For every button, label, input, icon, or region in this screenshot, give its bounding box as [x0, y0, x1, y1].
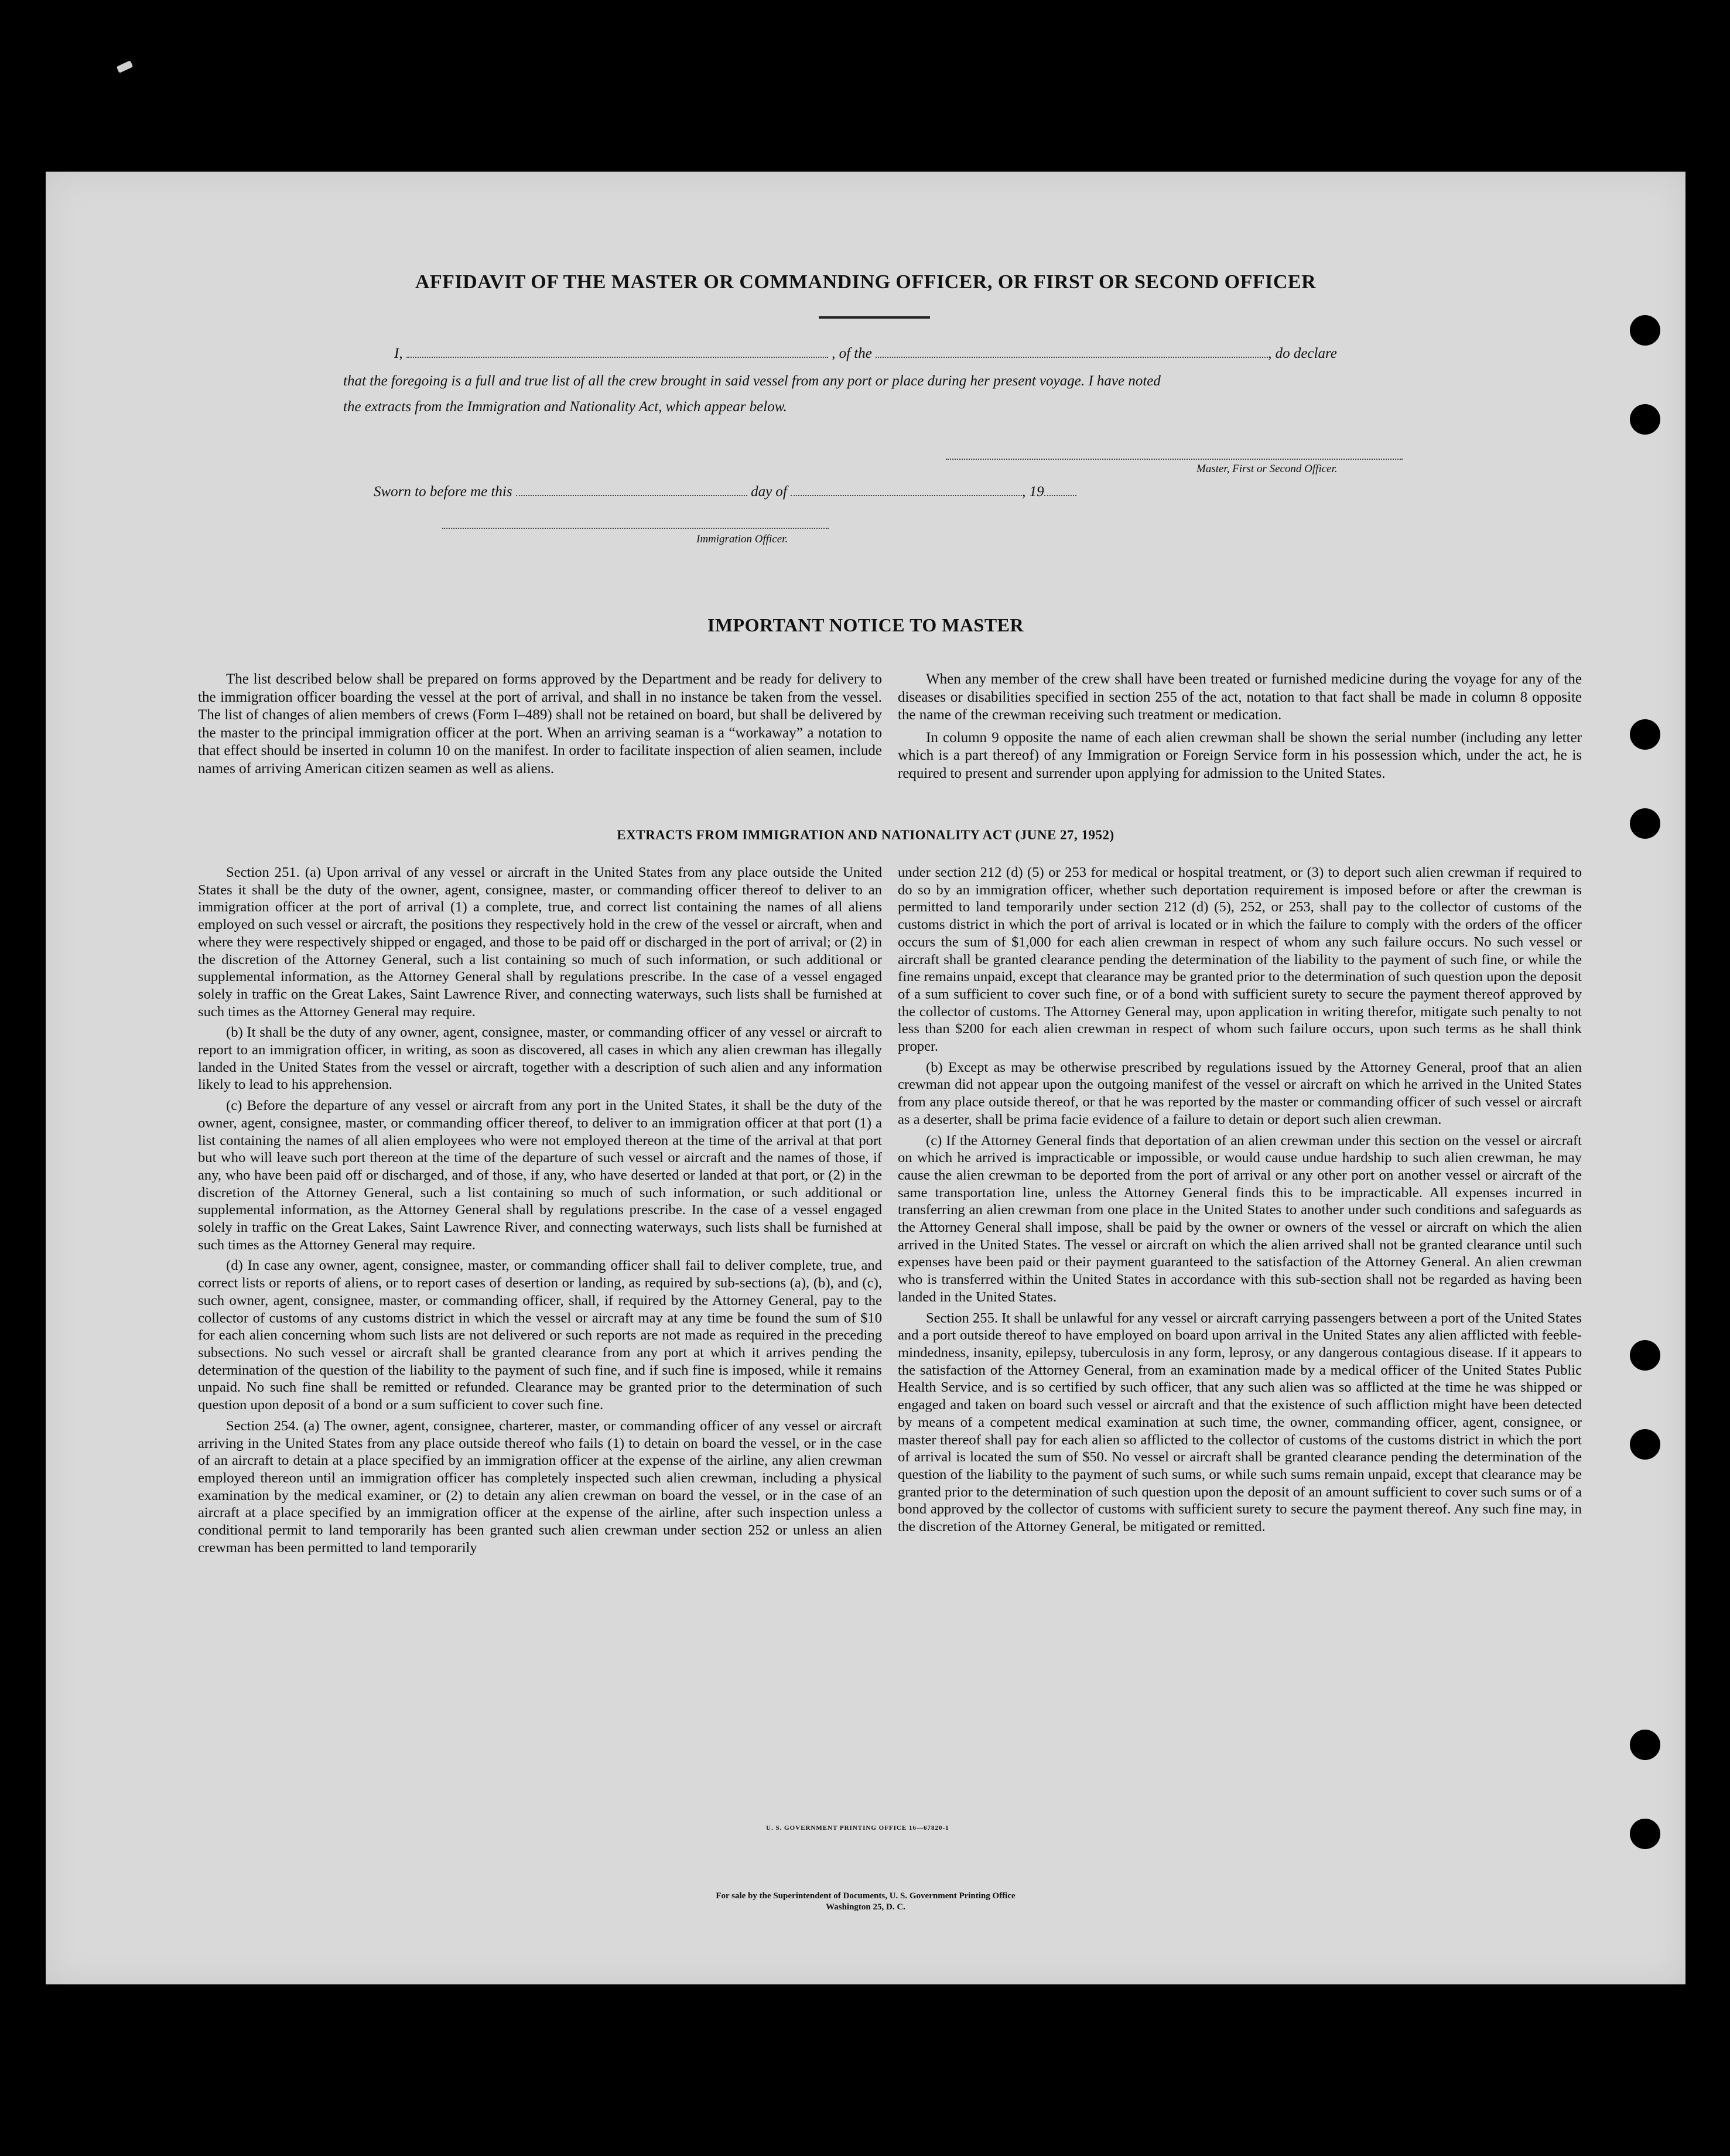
- binder-hole: [1630, 315, 1660, 346]
- section-251-d: (d) In case any owner, agent, consignee, master, or commanding officer shall fail to deliver complete, true, and correct lists or reports of aliens, or to report cases of desertion or landing, as required by sub-sections (a), (b), and (c), such owner, agent, consignee, master, or commanding officer, shall, if required by the Attorney General, pay to the collector of customs of any customs district in which the vessel or aircraft may at any time be found the sum of $10 for each alien concerning whom such lists are not delivered or such reports are not made as required in the preceding subsections. No such vessel or aircraft shall be granted clearance from any port at which it arrives pending the determination of the question of the liability to the payment of such fine, and if such fine is imposed, while it remains unpaid. No such fine shall be remitted or refunded. Clearance may be granted prior to the determination of such question upon deposit of a bond or a sum sufficient to cover such fine.: [198, 1258, 882, 1413]
- master-signature-label: Master, First or Second Officer.: [1196, 463, 1338, 475]
- section-254-a-continued: under section 212 (d) (5) or 253 for medical or hospital treatment, or (3) to deport such alien crewman if required to do so by an immigration officer, whether such deportation requirement is imposed before or after the crewman is permitted to land temporarily under section 212 (d) (5), 252, or 253, shall pay to the collector of customs of the customs district in which the port of arrival is located or in which the failure to comply with the orders of the officer occurs the sum of $1,000 for each alien crewman in respect of whom any such failure occurs. No such vessel or aircraft shall be granted clearance pending the determination of the liability to the payment of such fine, or while the fine remains unpaid, except that clearance may be granted prior to the determination of such question upon the deposit of a sum sufficient to cover such fine, or of a bond with sufficient surety to secure the payment thereof approved by the collector of customs. The Attorney General may, upon application in writing therefor, mitigate such penalty to not less than $200 for each alien crewman in respect of whom such failure occurs, upon such terms as he shall think proper.: [898, 865, 1582, 1055]
- binder-hole: [1630, 1730, 1660, 1760]
- binder-hole: [1630, 1429, 1660, 1460]
- section-251-b: (b) It shall be the duty of any owner, agent, consignee, master, or commanding officer of any vessel or aircraft to report to an immigration officer, in writing, as soon as discovered, all cases in which any alien crewman has illegally landed in the United States from the vessel or aircraft, together with a description of such alien and any information likely to lead to his apprehension.: [198, 1024, 882, 1093]
- sworn-month-field[interactable]: [791, 484, 1022, 496]
- sale-notice: [46, 1891, 1685, 1913]
- section-254-b: (b) Except as may be otherwise prescribed by regulations issued by the Attorney General, proof that an alien crewman did not appear upon the outgoing manifest of the vessel or aircraft on which he arrived in the United States from any place outside thereof, or that he was reported by the master or commanding officer of such vessel or aircraft as a deserter, shall be prima facie evidence of a failure to detain or deport such alien crewman.: [898, 1059, 1582, 1127]
- notice-left-text: The list described below shall be prepared on forms approved by the Department and be ready for delivery to the immigration officer boarding the vessel at the port of arrival, and shall in no instance be taken from the vessel. The list of changes of alien members of crews (Form I–489) shall not be retained on board, but shall be delivered by the master to the principal immigration officer at the port. When an arriving seaman is a “workaway” a notation to that effect should be inserted in column 10 on the manifest. In order to facilitate inspection of alien seamen, include names of arriving American citizen seamen as well as aliens.: [198, 671, 882, 777]
- extracts-heading: EXTRACTS FROM IMMIGRATION AND NATIONALITY ACT (JUNE 27, 1952): [617, 828, 1114, 842]
- affidavit-title: AFFIDAVIT OF THE MASTER OR COMMANDING OFFICER, OR FIRST OR SECOND OFFICER: [415, 271, 1317, 293]
- section-254-a: Section 254. (a) The owner, agent, consignee, charterer, master, or commanding officer of any vessel or aircraft arriving in the United States from any place outside thereof who fails (1) to detain on board the vessel, or in the case of an aircraft to detain at a place specified by an immigration officer at the expense of the airline, any alien crewman employed thereon until an immigration officer has completely inspected such alien crewman, including a physical examination by the medical examiner, or (2) to detain any alien crewman on board the vessel, or in the case of an aircraft at a place specified by an immigration officer at the expense of the airline, after such inspection unless a conditional permit to land temporarily has been granted such alien crewman under section 252 or unless an alien crewman has been permitted to land temporarily: [198, 1417, 882, 1556]
- title-rule: [819, 316, 930, 319]
- gpo-imprint: U. S. GOVERNMENT PRINTING OFFICE 16—67820-1: [766, 1824, 949, 1832]
- section-255: Section 255. It shall be unlawful for any vessel or aircraft carrying passengers between a port of the United States and a port outside thereof to have employed on board upon arrival in the United States any alien afflicted with feeble-mindedness, insanity, epilepsy, tuberculosis in any form, leprosy, or any dangerous contagious disease. If it appears to the satisfaction of the Attorney General, from an examination made by a medical officer of the United States Public Health Service, and is so certified by such officer, that any such alien was so afflicted at the time he was shipped or engaged and taken on board such vessel or aircraft and that the existence of such affliction might have been detected by means of a competent medical examination at such time, the owner, commanding officer, agent, consignee, or master thereof shall pay for each alien so afflicted to the collector of customs of the customs district in which the port of arrival is located the sum of $50. No vessel or aircraft shall be granted clearance pending the determination of the question of the liability to the payment of such sums, or while such sums remain unpaid, except that clearance may be granted prior to the determination of such question upon the deposit of an amount sufficient to cover such sums or of a bond approved by the collector of customs with sufficient surety to secure the payment thereof. Any such fine may, in the discretion of the Attorney General, be mitigated or remitted.: [898, 1310, 1582, 1535]
- extracts-left-column: [198, 864, 882, 1560]
- sale-line-2: Washington 25, D. C.: [826, 1902, 905, 1912]
- form-page: [46, 172, 1685, 1984]
- day-of-label: day of: [751, 484, 787, 500]
- extracts-right-column: [898, 864, 1582, 1539]
- statement-line-2: the extracts from the Immigration and Nationality Act, which appear below.: [343, 399, 787, 415]
- master-signature-line[interactable]: [946, 459, 1403, 460]
- section-254-c: (c) If the Attorney General finds that deportation of an alien crewman under this section on the vessel or aircraft on which he arrived is impracticable or impossible, or would cause undue hardship to such alien crewman, he may cause the alien crewman to be deported from the port of arrival or any other port on another vessel or aircraft of the same transportation line, unless the Attorney General finds this to be impracticable. All expenses incurred in transferring an alien crewman from one place in the United States to another under such conditions and safeguards as the Attorney General shall impose, shall be paid by the owner or owners of the vessel or aircraft on which the alien arrived in the United States. The vessel or aircraft on which the alien arrived shall not be granted clearance until such expenses have been paid or their payment guaranteed to the satisfaction of the Attorney General. An alien crewman who is transferred within the United States in accordance with this sub-section shall not be regarded as having been landed in the United States.: [898, 1132, 1582, 1305]
- sworn-day-field[interactable]: [516, 484, 747, 496]
- binder-hole: [1630, 808, 1660, 839]
- vessel-field[interactable]: [876, 346, 1268, 358]
- sworn-year-field[interactable]: [1044, 484, 1076, 496]
- section-251-a: Section 251. (a) Upon arrival of any vessel or aircraft in the United States from any place outside the United States it shall be the duty of the owner, agent, consignee, master, or commanding officer thereof to deliver to an immigration officer at the port of arrival (1) a complete, true, and correct list containing the names of all aliens employed on such vessel or aircraft, the positions they respectively hold in the crew of the vessel or aircraft, when and where they were respectively shipped or engaged, and those to be paid off or discharged in the port of arrival; or (2) in the discretion of the Attorney General, such a list containing so much of such information, or such additional or supplemental information, as the Attorney General shall by regulations prescribe. In the case of a vessel engaged solely in traffic on the Great Lakes, Saint Lawrence River, and connecting waterways, such lists shall be furnished at such times as the Attorney General may require.: [198, 865, 882, 1020]
- notice-right-paragraphs: [898, 671, 1582, 787]
- binder-hole: [1630, 719, 1660, 750]
- notice-right-text-2: In column 9 opposite the name of each alien crewman shall be shown the serial number (including any letter which is a part thereof) of any Immigration or Foreign Service form in his possession which, under the act, he is required to present and surrender upon applying for admission to the United States.: [898, 729, 1582, 781]
- i-label: I,: [394, 346, 403, 361]
- sworn-line: [374, 484, 1076, 500]
- binder-hole: [1630, 1340, 1660, 1371]
- sworn-label: Sworn to before me this: [374, 484, 512, 500]
- of-the-label: , of the: [832, 346, 872, 361]
- notice-left-paragraph: [198, 671, 882, 783]
- section-251-c: (c) Before the departure of any vessel or aircraft from any port in the United States, it shall be the duty of the owner, agent, consignee, master, or commanding officer thereof, to deliver to an immigration officer at that port (1) a list containing the names of all alien employees who were not employed thereon at the time of the arrival at that port but who will leave such port thereon at the time of the departure of such vessel or aircraft and the names of those, if any, who have been paid off or discharged, and of those, if any, who have deserted or landed at that port, or (2) in the discretion of the Attorney General, such a list containing so much of such information, or such additional or supplemental information, as the Attorney General shall by regulations prescribe. In the case of a vessel engaged solely in traffic on the Great Lakes, Saint Lawrence River, and connecting waterways, such lists shall be furnished at such times as the Attorney General may require.: [198, 1098, 882, 1253]
- immigration-officer-label: Immigration Officer.: [696, 533, 788, 545]
- year-label: , 19: [1022, 484, 1044, 500]
- statement-line-1: that the foregoing is a full and true list of all the crew brought in said vessel from any port or place during her present voyage. I have noted: [343, 373, 1161, 389]
- notice-title: IMPORTANT NOTICE TO MASTER: [707, 614, 1024, 635]
- binder-hole: [1630, 1819, 1660, 1849]
- immigration-officer-signature-line[interactable]: [442, 528, 829, 529]
- scan-speck: [117, 60, 134, 73]
- declaration-line: [394, 346, 1337, 362]
- notice-right-text-1: When any member of the crew shall have been treated or furnished medicine during the voyage for any of the diseases or disabilities specified in section 255 of the act, notation to that fact shall be made in column 8 opposite the name of the crewman receiving such treatment or medication.: [898, 671, 1582, 723]
- binder-hole: [1630, 404, 1660, 435]
- name-field[interactable]: [406, 346, 828, 358]
- sale-line-1: For sale by the Superintendent of Documents, U. S. Government Printing Office: [716, 1891, 1016, 1901]
- do-declare-label: , do declare: [1268, 346, 1337, 361]
